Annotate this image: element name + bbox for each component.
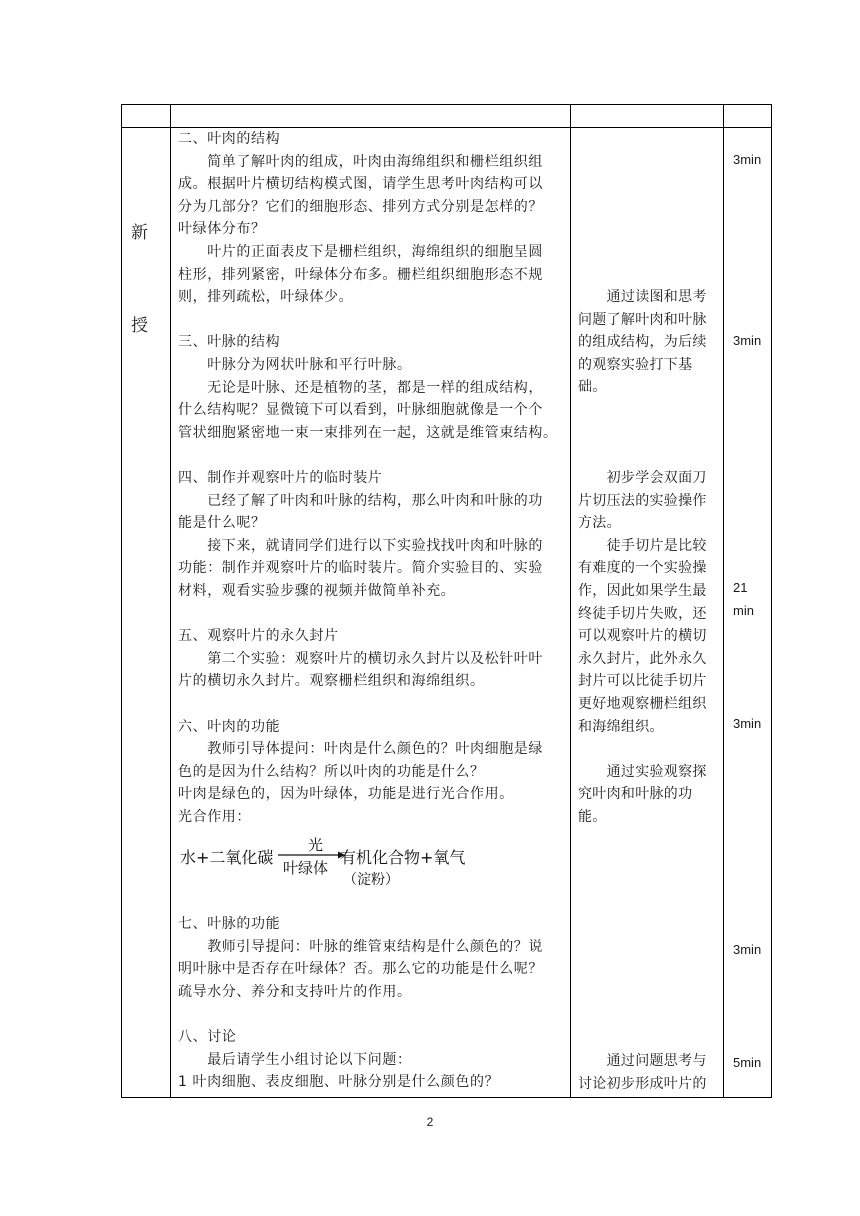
design-intent-line: 究叶肉和叶脉的功: [578, 786, 693, 803]
text-line: 则，排列疏松，叶绿体少。: [178, 289, 354, 306]
text-line: 片的横切永久封片。观察栅栏组织和海绵组织。: [178, 673, 485, 690]
text-line: 六、叶肉的功能: [178, 718, 281, 735]
design-intent-line: 的观察实验打下基: [578, 356, 693, 373]
text-line: 功能：制作并观察叶片的临时装片。简介实验目的、实验: [178, 560, 543, 577]
text-line: 什么结构呢？显微镜下可以看到，叶脉细胞就像是一个个: [178, 402, 543, 419]
text-line: 四、制作并观察叶片的临时装片: [178, 470, 383, 486]
text-line: 三、叶脉的结构: [178, 334, 281, 351]
time-cell: 5min: [733, 1055, 762, 1070]
design-intent-line: 问题了解叶肉和叶脉: [578, 311, 707, 328]
time-cell: 3min: [733, 152, 762, 167]
design-intent-line: 能。: [578, 809, 607, 825]
text-line: 色的是因为什么结构？所以叶肉的功能是什么？: [178, 763, 485, 780]
formula-products: 有机化合物+氧气: [340, 848, 466, 867]
text-line: 叶绿体分布？: [178, 221, 266, 238]
text-line: 疏导水分、养分和支持叶片的作用。: [178, 983, 412, 1000]
stage-label-char-2: 授: [131, 316, 148, 336]
table-left-border: [121, 104, 122, 1098]
text-line: 第二个实验：观察叶片的横切永久封片以及松针叶叶: [178, 650, 543, 667]
column-divider-2: [570, 104, 571, 1098]
text-line: 明叶脉中是否存在叶绿体？否。那么它的功能是什么呢？: [178, 961, 543, 978]
text-line: 柱形，排列紧密，叶绿体分布多。栅栏组织细胞形态不规: [178, 266, 543, 283]
time-cell: 21: [733, 580, 748, 595]
text-line: 叶脉分为网状叶脉和平行叶脉。: [178, 357, 412, 373]
text-line: 分为几部分？它们的细胞形态、排列方式分别是怎样的？: [178, 198, 543, 215]
text-line: 八、讨论: [178, 1029, 237, 1045]
text-line: 教师引导提问：叶脉的维管束结构是什么颜色的？说: [178, 938, 543, 955]
column-divider-1: [170, 104, 171, 1098]
design-intent-line: 终徒手切片失败，还: [578, 605, 707, 622]
design-intent-line: 可以观察叶片的横切: [578, 628, 707, 645]
photosynthesis-formula: [180, 836, 472, 890]
time-cell: 3min: [733, 333, 762, 348]
text-line: 成。根据叶片横切结构模式图，请学生思考叶肉结构可以: [178, 176, 543, 193]
page-number: 2: [426, 1115, 434, 1129]
text-line: 材料，观看实验步骤的视频并做简单补充。: [178, 583, 456, 599]
design-intent-line: 有难度的一个实验操: [578, 560, 707, 577]
text-line: 能是什么呢？: [178, 515, 266, 532]
text-line: 叶肉是绿色的，因为叶绿体，功能是进行光合作用。: [178, 786, 514, 803]
text-line: 光合作用：: [178, 809, 251, 825]
design-intent-line: 封片可以比徒手切片: [578, 673, 707, 690]
text-line: 教师引导体提问：叶肉是什么颜色的？叶肉细胞是绿: [178, 741, 543, 758]
design-intent-line: 方法。: [578, 515, 621, 532]
design-intent-line: 通过实验观察探: [578, 763, 707, 780]
time-cell: min: [733, 603, 754, 618]
table-right-border: [771, 104, 772, 1098]
design-intent-line: 初步学会双面刀: [578, 470, 707, 486]
text-line: 二、叶肉的结构: [178, 131, 281, 147]
text-line: 七、叶脉的功能: [178, 916, 281, 932]
design-intent-line: 永久封片，此外永久: [578, 650, 707, 667]
design-intent-line: 作，因此如果学生最: [578, 583, 707, 599]
text-line: 管状细胞紧密地一束一束排列在一起，这就是维管束结构。: [178, 424, 558, 441]
design-intent-line: 片切压法的实验操作: [578, 492, 707, 509]
design-intent-line: 础。: [578, 379, 607, 396]
text-line: 简单了解叶肉的组成，叶肉由海绵组织和栅栏组织组: [178, 153, 543, 170]
text-line: 接下来，就请同学们进行以下实验找找叶肉和叶脉的: [178, 537, 543, 554]
formula-reactants: 水+二氧化碳: [180, 848, 274, 867]
table-top-border: [121, 104, 772, 105]
design-intent-line: 的组成结构，为后续: [578, 334, 707, 351]
column-divider-3: [723, 104, 724, 1098]
text-line: 最后请学生小组讨论以下问题：: [178, 1051, 412, 1068]
design-intent-line: 和海绵组织。: [578, 718, 664, 735]
design-intent-line: 讨论初步形成叶片的: [578, 1075, 707, 1092]
text-line: 叶片的正面表皮下是栅栏组织，海绵组织的细胞呈圆: [178, 244, 543, 260]
stage-label-char-1: 新: [131, 223, 148, 243]
design-intent-line: 通过问题思考与: [578, 1053, 707, 1069]
table-bottom-border: [121, 1097, 772, 1098]
text-line: 1 叶肉细胞、表皮细胞、叶脉分别是什么颜色的？: [178, 1074, 500, 1091]
design-intent-line: 更好地观察栅栏组织: [578, 696, 707, 712]
time-cell: 3min: [733, 716, 762, 731]
formula-condition-light: 光: [308, 836, 324, 854]
text-line: 已经了解了叶肉和叶脉的结构，那么叶肉和叶脉的功: [178, 492, 543, 509]
formula-condition-chloroplast: 叶绿体: [283, 859, 329, 877]
time-cell: 3min: [733, 942, 762, 957]
formula-note-starch: （淀粉）: [343, 872, 399, 888]
design-intent-line: 通过读图和思考: [578, 289, 707, 305]
text-line: 五、观察叶片的永久封片: [178, 628, 339, 645]
design-intent-line: 徒手切片是比较: [578, 537, 707, 554]
text-line: 无论是叶脉、还是植物的茎，都是一样的组成结构，: [178, 379, 543, 396]
